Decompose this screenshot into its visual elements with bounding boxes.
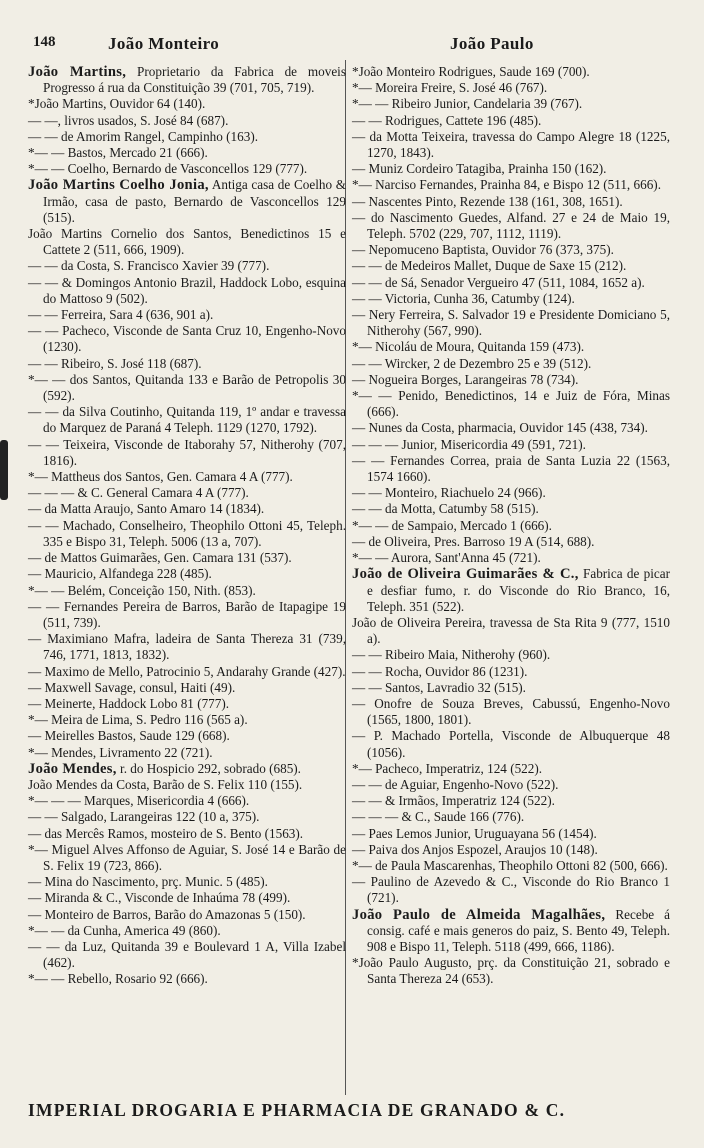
directory-entry: — Onofre de Souza Breves, Cabussú, Engenho-Novo (1565, 1800, 1801). (352, 695, 670, 728)
directory-entry: João Martins Cornelio dos Santos, Benedictinos 15 e Cattete 2 (511, 666, 1909). (28, 226, 346, 258)
directory-entry: *— Pacheco, Imperatriz, 124 (522). (352, 760, 543, 776)
directory-entry: — — de Amorim Rangel, Campinho (163). (28, 128, 259, 144)
directory-entry: *— — Bastos, Mercado 21 (666). (28, 145, 208, 161)
directory-entry: *João Paulo Augusto, prç. da Constituição 21, sobrado e Santa Thereza 24 (653). (352, 955, 670, 987)
page-header (0, 34, 704, 56)
directory-entry: — Nery Ferreira, S. Salvador 19 e Presidente Domiciano 5, Nitherohy (567, 990). (352, 307, 670, 339)
directory-entry: — — Wircker, 2 de Dezembro 25 e 39 (512). (352, 355, 592, 371)
directory-entry: — Nogueira Borges, Larangeiras 78 (734). (352, 371, 579, 387)
directory-entry: *— de Paula Mascarenhas, Theophilo Ottoni 82 (500, 666). (352, 857, 668, 873)
directory-entry: — — Ferreira, Sara 4 (636, 901 a). (28, 307, 214, 323)
directory-entry: — Maximiano Mafra, ladeira de Santa Thereza 31 (739, 746, 1771, 1813, 1832). (28, 631, 346, 663)
directory-entry: — de Mattos Guimarães, Gen. Camara 131 (537). (28, 550, 292, 566)
directory-entry: — — Fernandes Pereira de Barros, Barão de Itapagipe 19 (511, 739). (28, 598, 346, 630)
directory-entry: — Paulino de Azevedo & C., Visconde do Rio Branco 1 (721). (352, 874, 670, 906)
directory-entry: — — Ribeiro Maia, Nitherohy (960). (352, 647, 551, 663)
directory-entry: — — Santos, Lavradio 32 (515). (352, 679, 526, 695)
directory-entry: — Miranda & C., Visconde de Inhaúma 78 (499). (28, 890, 291, 906)
entry-name-heading: João Martins Coelho Jonia, (28, 177, 209, 194)
directory-entry: *João Martins, Ouvidor 64 (140). (28, 96, 206, 112)
binding-ink-mark (0, 440, 8, 500)
directory-entry: — Mina do Nascimento, prç. Munic. 5 (485). (28, 874, 268, 890)
directory-entry (352, 907, 670, 956)
directory-entry: — — da Luz, Quitanda 39 e Boulevard 1 A, Villa Izabel (462). (28, 938, 346, 971)
directory-entry: — P. Machado Portella, Visconde de Albuquerque 48 (1056). (352, 728, 670, 760)
directory-entry: *— Mendes, Livramento 22 (721). (28, 744, 213, 760)
directory-entry: *João Monteiro Rodrigues, Saude 169 (700). (352, 64, 590, 79)
directory-entry: — — de Medeiros Mallet, Duque de Saxe 15 (212). (352, 258, 627, 274)
header-left-guide-word: João Monteiro (108, 34, 220, 53)
entry-name-heading: João Mendes, (28, 760, 117, 777)
directory-entry: — —, livros usados, S. José 84 (687). (28, 112, 229, 128)
directory-entry: — — — & C., Saude 166 (776). (352, 809, 525, 825)
directory-entry (28, 177, 346, 226)
directory-entry: — — de Sá, Senador Vergueiro 47 (511, 1084, 1652 a). (352, 274, 645, 290)
directory-entry: *— Miguel Alves Affonso de Aguiar, S. José 14 e Barão de S. Felix 19 (723, 866). (28, 841, 346, 873)
directory-entry: João Mendes da Costa, Barão de S. Felix 110 (155). (28, 776, 303, 792)
directory-entry: *— Narciso Fernandes, Prainha 84, e Bispo 12 (511, 666). (352, 177, 661, 193)
directory-entry: — — & Domingos Antonio Brazil, Haddock Lobo, esquina do Mattoso 9 (502). (28, 274, 346, 306)
directory-entry: — Nepomuceno Baptista, Ouvidor 76 (373, 375). (352, 242, 614, 258)
directory-entry: *— — Belém, Conceição 150, Nith. (853). (28, 582, 256, 598)
left-column (28, 64, 346, 988)
directory-entry: *— — Penido, Benedictinos, 14 e Juiz de Fóra, Minas (666). (352, 388, 670, 420)
directory-entry: — Paes Lemos Junior, Uruguayana 56 (1454). (352, 825, 597, 841)
directory-entry: — — Salgado, Larangeiras 122 (10 a, 375). (28, 809, 260, 825)
directory-entry: — Maximo de Mello, Patrocinio 5, Andarahy Grande (427). (28, 663, 346, 679)
directory-entry: — — — Junior, Misericordia 49 (591, 721). (352, 436, 586, 452)
entry-name-heading: João Martins, (28, 64, 127, 80)
directory-entry: — Paiva dos Anjos Espozel, Araujos 10 (148). (352, 841, 598, 857)
directory-entry: — Maxwell Savage, consul, Haiti (49). (28, 679, 236, 695)
directory-entry (352, 566, 670, 615)
directory-entry (28, 761, 346, 777)
directory-entry: João de Oliveira Pereira, travessa de Sta Rita 9 (777, 1510 a). (352, 614, 670, 647)
directory-entry: — Meinerte, Haddock Lobo 81 (777). (28, 695, 230, 711)
directory-entry: — — Victoria, Cunha 36, Catumby (124). (352, 290, 575, 306)
entry-name-heading: João de Oliveira Guimarães & C., (352, 566, 579, 583)
directory-entry: *— — dos Santos, Quitanda 133 e Barão de Petropolis 30 (592). (28, 371, 346, 404)
directory-entry: — Mauricio, Alfandega 228 (485). (28, 566, 212, 582)
directory-entry (28, 64, 346, 96)
directory-entry: — — & Irmãos, Imperatriz 124 (522). (352, 793, 555, 809)
directory-entry: *— — Coelho, Bernardo de Vasconcellos 129 (777). (28, 161, 308, 177)
directory-entry: *— Moreira Freire, S. José 46 (767). (352, 80, 548, 96)
directory-entry: — da Matta Araujo, Santo Amaro 14 (1834). (28, 501, 265, 517)
directory-entry: — — Fernandes Correa, praia de Santa Luzia 22 (1563, 1574 1660). (352, 452, 670, 485)
directory-entry: — Nascentes Pinto, Rezende 138 (161, 308, 1651). (352, 193, 623, 209)
entry-details: Proprietario da Fabrica de moveis Progresso á rua da Constituição 39 (701, 705, 719). (43, 64, 346, 96)
directory-entry: *— — da Cunha, America 49 (860). (28, 922, 221, 938)
directory-entry: *— — Aurora, Sant'Anna 45 (721). (352, 550, 541, 566)
directory-entry: — — Machado, Conselheiro, Theophilo Ottoni 45, Teleph. 335 e Bispo 31, Teleph. 5006 (13 a, 707). (28, 517, 346, 549)
directory-entry: — da Motta Teixeira, travessa do Campo Alegre 18 (1225, 1270, 1843). (352, 128, 670, 161)
directory-entry: *— Nicoláu de Moura, Quitanda 159 (473). (352, 339, 585, 355)
directory-entry: *— Meira de Lima, S. Pedro 116 (565 a). (28, 712, 248, 728)
directory-entry: — — Teixeira, Visconde de Itaborahy 57, Nitherohy (707, 1816). (28, 436, 346, 468)
directory-entry: — Monteiro de Barros, Barão do Amazonas 5 (150). (28, 906, 306, 922)
directory-entry: — — — & C. General Camara 4 A (777). (28, 485, 249, 501)
directory-entry: — — da Silva Coutinho, Quitanda 119, 1º andar e travessa do Marquez de Paraná 4 Teleph. 1129 (1270, 1792). (28, 404, 346, 436)
directory-entry: — — de Aguiar, Engenho-Novo (522). (352, 776, 559, 792)
directory-entry: — — da Costa, S. Francisco Xavier 39 (777). (28, 258, 270, 274)
page-footer-advert: IMPERIAL DROGARIA E PHARMACIA DE GRANADO & C. (28, 1100, 566, 1120)
directory-entry: *— — de Sampaio, Mercado 1 (666). (352, 517, 552, 533)
entry-details: Antiga casa de Coelho & Irmão, casa de pasto, Bernardo de Vasconcellos 129 (515). (43, 177, 346, 225)
right-column (352, 64, 670, 988)
directory-entry: *— — — Marques, Misericordia 4 (666). (28, 793, 250, 809)
directory-entry: *— — Rebello, Rosario 92 (666). (28, 971, 208, 987)
directory-entry: — Muniz Cordeiro Tatagiba, Prainha 150 (162). (352, 161, 607, 177)
directory-entry: — — Rocha, Ouvidor 86 (1231). (352, 663, 528, 679)
directory-entry: — — Monteiro, Riachuelo 24 (966). (352, 485, 546, 501)
entry-name-heading: João Paulo de Almeida Magalhães, (352, 906, 606, 923)
directory-entry: — — Ribeiro, S. José 118 (687). (28, 355, 202, 371)
page-number: 148 (33, 34, 56, 50)
header-right-guide-word: João Paulo (450, 34, 534, 53)
directory-entry: — Meirelles Bastos, Saude 129 (668). (28, 728, 230, 744)
directory-entry: — — Rodrigues, Cattete 196 (485). (352, 112, 542, 128)
directory-entry: — do Nascimento Guedes, Alfand. 27 e 24 de Maio 19, Teleph. 5702 (229, 707, 1112, 1119). (352, 209, 670, 242)
directory-entry: — das Mercês Ramos, mosteiro de S. Bento (1563). (28, 825, 304, 841)
entry-details: Recebe á consig. café e mais generos do paiz, S. Bento 49, Teleph. 908 e Bispo 11, Teleph. 5118 (499, 666, 1186). (367, 906, 670, 954)
directory-entry: *— — Ribeiro Junior, Candelaria 39 (767). (352, 96, 583, 112)
entry-details: Fabrica de picar e desfiar fumo, r. do Visconde do Rio Branco, 16, Teleph. 351 (522). (367, 566, 670, 614)
entry-details: r. do Hospicio 292, sobrado (685). (116, 760, 301, 776)
directory-entry: — — Pacheco, Visconde de Santa Cruz 10, Engenho-Novo (1230). (28, 323, 346, 355)
directory-entry: — de Oliveira, Pres. Barroso 19 A (514, 688). (352, 533, 595, 549)
directory-entry: *— Mattheus dos Santos, Gen. Camara 4 A (777). (28, 469, 293, 485)
directory-entry: — Nunes da Costa, pharmacia, Ouvidor 145 (438, 734). (352, 420, 648, 436)
directory-entry: — — da Motta, Catumby 58 (515). (352, 501, 539, 517)
